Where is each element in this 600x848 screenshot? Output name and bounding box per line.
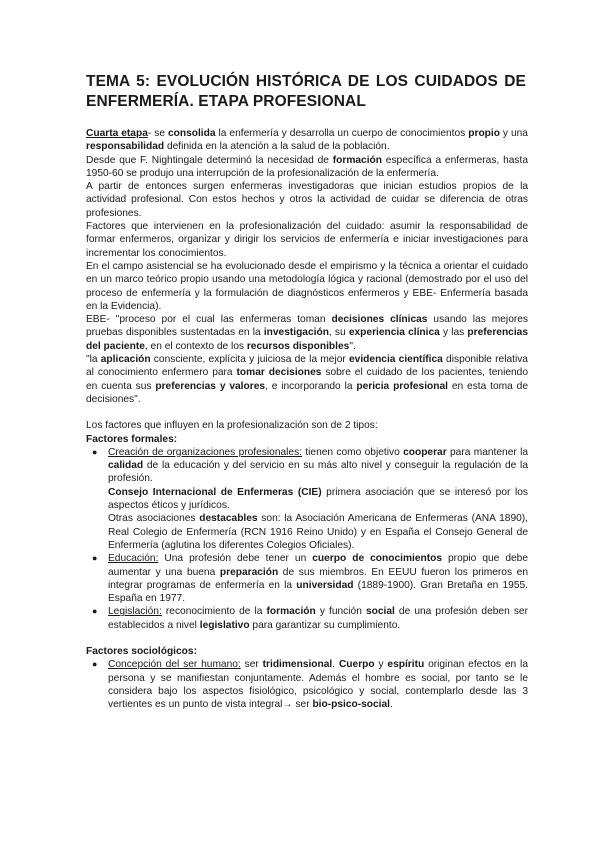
- text-run: de la educación y del servicio en su más alto nivel y conseguir la regulación de la profesión.: [108, 460, 528, 485]
- paragraph-factores-intro: Los factores que influyen en la profesionalización son de 2 tipos:: [86, 420, 378, 432]
- paragraph-ebe-definicion: [86, 313, 528, 353]
- text-run: .: [390, 699, 393, 711]
- text-run: usando las mejores pruebas disponibles sustentadas en la: [86, 314, 529, 339]
- bold-text: espíritu: [387, 659, 425, 671]
- text-run: EBE- "proceso por el cual las enfermeras toman: [86, 314, 332, 326]
- list-factores-sociologicos: [86, 658, 528, 711]
- text-run: son: la Asociación Americana de Enfermeras (ANA 1890), Real Colegio de Enfermería (RCN 1916 Reino Unido) y en España el Consejo General de Enfermería (aglutina los diferentes Colegios Oficiales).: [108, 513, 529, 551]
- heading-factores-sociologicos: Factores sociológicos:: [86, 645, 197, 657]
- text-run: Desde que F. Nightingale determinó la necesidad de: [86, 154, 333, 166]
- bold-text: legislativo: [199, 619, 250, 631]
- spacer: [86, 406, 528, 419]
- bold-text: social: [365, 606, 395, 618]
- bullet-icon: ●: [92, 606, 98, 617]
- bullet-icon: ●: [92, 446, 98, 457]
- document-body: [86, 127, 528, 711]
- bold-text: investigación: [263, 327, 329, 339]
- list-item-paragraph: [108, 552, 528, 605]
- list-item: [86, 446, 528, 552]
- text-run: de una profesión deben ser establecidos a nivel: [108, 606, 528, 631]
- text-run: en esta toma de decisiones".: [86, 380, 529, 405]
- bold-text: Consejo Internacional de Enfermeras (CIE): [108, 486, 322, 498]
- bold-text: decisiones clínicas: [331, 314, 428, 326]
- bold-text: preferencias y valores: [155, 380, 266, 392]
- bold-text: calidad: [108, 460, 144, 472]
- heading-factores-formales: Factores formales:: [86, 433, 178, 445]
- text-run: reconocimiento de la: [161, 606, 267, 618]
- bold-text: recursos disponibles: [246, 340, 350, 352]
- bold-text: Cuarta etapa: [86, 128, 148, 139]
- text-run: y una: [499, 128, 528, 139]
- list-item-paragraph: [108, 605, 528, 632]
- bullet-icon: ●: [92, 553, 98, 564]
- bold-text: Cuerpo: [338, 659, 375, 671]
- list-item-paragraph: [108, 658, 528, 711]
- bold-text: propio: [468, 128, 500, 139]
- text-run: y: [374, 659, 388, 671]
- page-title: TEMA 5: EVOLUCIÓN HISTÓRICA DE LOS CUIDADOS DE ENFERMERÍA. ETAPA PROFESIONAL: [86, 73, 526, 110]
- text-run: originan efectos en la persona y se manifiestan conjuntamente. Además el hombre es social, por tanto se le considera bajo los aspectos fisiológico, psicológico y social, contemplarlo desde las 3 vertientes es un punto de vista integral→ ser: [108, 659, 528, 711]
- paragraph-factores-cuidado: [86, 220, 528, 260]
- bold-text: pericia profesional: [356, 380, 448, 392]
- text-run: ser: [240, 659, 263, 671]
- text-run: consciente, explícita y juiciosa de la mejor: [150, 354, 350, 366]
- text-run: disponible relativa al conocimiento enfermero para: [86, 354, 528, 379]
- bold-text: consolida: [167, 128, 216, 139]
- list-item: [86, 605, 528, 632]
- underlined-text: Concepción del ser humano:: [108, 659, 241, 671]
- bold-text: tomar decisiones: [236, 367, 322, 379]
- spacer: [86, 632, 528, 645]
- bullet-icon: ●: [92, 659, 98, 670]
- text-run: definida en la atención a la salud de la población.: [164, 141, 390, 153]
- text-run: "la: [86, 354, 101, 366]
- list-factores-formales: [86, 446, 528, 632]
- underlined-text: Educación:: [108, 553, 159, 565]
- text-run: de sus miembros. En EEUU fueron los primeros en integrar programas de enfermería en la: [108, 566, 528, 591]
- text-run: Una profesión debe tener un: [158, 553, 313, 565]
- bold-text: tridimensional: [262, 659, 333, 671]
- text-run: la enfermería y desarrolla un cuerpo de conocimientos: [215, 128, 469, 139]
- list-item-paragraph: [108, 486, 528, 513]
- list-item-paragraph: [108, 446, 528, 486]
- text-run: , e incorporando la: [265, 380, 357, 392]
- bold-text: responsabilidad: [86, 141, 165, 153]
- bold-text: formación: [266, 606, 316, 618]
- bold-text: bio-psico-social: [312, 699, 390, 711]
- text-run: y las: [439, 327, 468, 339]
- text-run: tienen como objetivo: [302, 446, 404, 458]
- list-item: [86, 658, 528, 711]
- list-item: [86, 552, 528, 605]
- paragraph-aplicacion: [86, 353, 528, 406]
- bold-text: cooperar: [403, 446, 447, 458]
- bold-text: universidad: [296, 579, 354, 591]
- text-run: (1889-1900). Gran Bretaña en 1955. España en 1977.: [108, 579, 528, 605]
- text-run: En el campo asistencial se ha evolucionado desde el empirismo y la técnica a orientar el cuidado en un marco teórico propio usando una metodología lógica y racional (demostrado por el uso del proceso de enfermería y la formulación de diagnósticos enfermeros y EBE- Enfermería basada en la Evidencia).: [86, 260, 528, 312]
- bold-text: aplicación: [100, 354, 151, 366]
- text-run: propio que debe aumentar y una buena: [108, 553, 529, 578]
- paragraph-nightingale: [86, 154, 528, 181]
- text-run: para garantizar su cumplimiento.: [249, 619, 401, 631]
- text-run: .: [332, 659, 339, 671]
- bold-text: destacables: [199, 513, 258, 525]
- paragraph-campo-asistencial: [86, 260, 528, 313]
- paragraph-investigadoras: [86, 180, 528, 220]
- list-item-paragraph: [108, 512, 528, 552]
- text-run: , su: [328, 327, 349, 339]
- text-run: para mantener la: [446, 446, 528, 458]
- text-run: específica a enfermeras, hasta 1950-60 se produjo una interrupción de la profesionalización de la enfermería.: [86, 154, 528, 179]
- text-run: sobre el cuidado de los pacientes, teniendo en cuenta sus: [86, 367, 528, 392]
- text-run: , en el contexto de los: [144, 340, 247, 352]
- text-run: y función: [315, 606, 366, 618]
- text-run: ".: [349, 340, 356, 352]
- bold-text: preparación: [219, 566, 279, 578]
- bold-text: experiencia clínica: [348, 327, 440, 339]
- underlined-text: Legislación:: [108, 606, 162, 618]
- text-run: Otras asociaciones: [108, 513, 200, 525]
- text-run: primera asociación que se interesó por los aspectos éticos y jurídicos.: [108, 486, 528, 512]
- paragraph-cuarta-etapa: [86, 127, 528, 154]
- text-run: A partir de entonces surgen enfermeras investigadoras que inician estudios propios de la actividad profesional. Con estos hechos y otros la actividad de cuidar se diferencia de otras profesiones.: [86, 181, 528, 219]
- underlined-text: Creación de organizaciones profesionales:: [108, 446, 303, 458]
- text-run: - se: [147, 128, 168, 139]
- bold-text: evidencia científica: [349, 354, 443, 366]
- bold-text: preferencias del paciente: [86, 327, 528, 352]
- text-run: Factores que intervienen en la profesionalización del cuidado: asumir la responsabilidad de formar enfermeros, organizar y dirigir los servicios de enfermería e iniciar investigaciones para incrementar los conocimientos.: [86, 221, 528, 259]
- bold-text: cuerpo de conocimientos: [312, 553, 443, 565]
- bold-text: formación: [332, 154, 382, 166]
